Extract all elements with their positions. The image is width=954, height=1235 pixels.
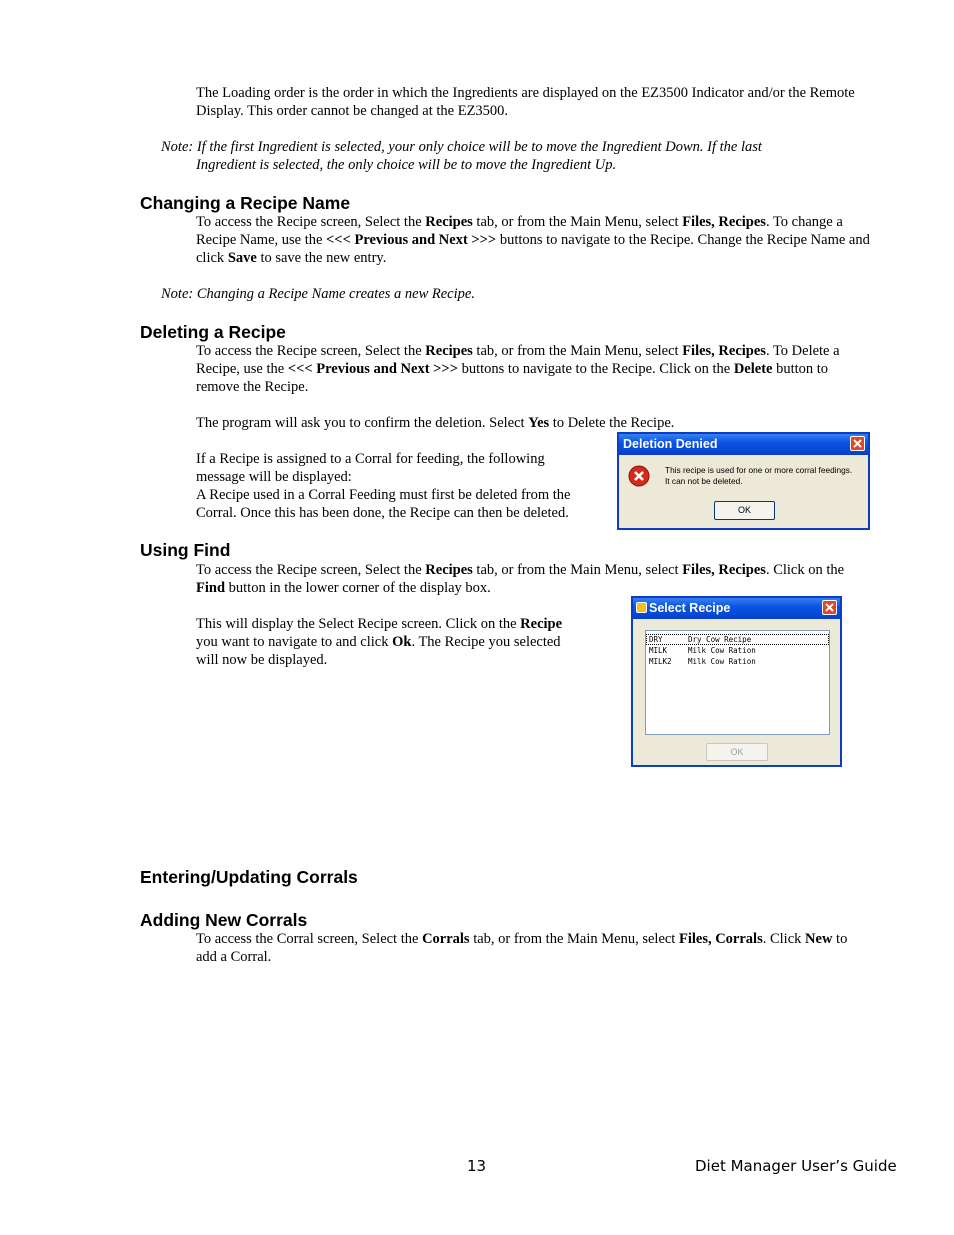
text: . To change a Recipe Name, use the: [196, 214, 843, 248]
bold-text: Files, Recipes: [682, 562, 766, 578]
bold-text: <<< Previous and Next >>>: [287, 361, 458, 377]
ok-button[interactable]: OK: [714, 501, 775, 520]
list-item[interactable]: [646, 634, 829, 645]
bold-text: Save: [227, 250, 257, 266]
text: tab, or from the Main Menu, select: [472, 214, 683, 230]
bold-text: Files, Recipes: [682, 214, 766, 230]
list-item[interactable]: [646, 645, 829, 656]
error-icon: [628, 465, 650, 492]
recipe-code: MILK2: [649, 657, 672, 666]
text: To access the Recipe screen, Select the: [196, 343, 426, 359]
heading-adding-new-corrals: Adding New Corrals: [140, 910, 308, 930]
bold-text: <<< Previous and Next >>>: [326, 232, 497, 248]
bold-text: Yes: [528, 415, 550, 431]
app-icon: [636, 602, 647, 613]
recipe-name: Dry Cow Recipe: [688, 635, 752, 644]
heading-changing-recipe-name: Changing a Recipe Name: [140, 193, 351, 213]
text: . Click on the: [765, 562, 845, 578]
bold-text: Files, Corrals: [678, 931, 763, 947]
page-number: 13: [467, 1157, 487, 1175]
text: button to remove the Recipe.: [196, 361, 829, 395]
find-select-paragraph: [196, 615, 571, 669]
text: tab, or from the Main Menu, select: [469, 931, 679, 947]
text: to Delete the Recipe.: [549, 415, 675, 431]
deleting-corral-paragraph: A Recipe used in a Corral Feeding must first be deleted from the Corral. Once this has been done, the Recipe can then be deleted.: [196, 487, 571, 521]
text: to add a Corral.: [196, 931, 848, 965]
heading-deleting-recipe: Deleting a Recipe: [140, 322, 286, 342]
bold-text: Files, Recipes: [682, 343, 766, 359]
text: . Click: [762, 931, 806, 947]
bold-text: Recipes: [425, 214, 473, 230]
find-paragraph: [196, 561, 866, 597]
corrals-paragraph: [196, 930, 866, 966]
text: buttons to navigate to the Recipe. Change the Recipe Name and click: [196, 232, 870, 266]
recipe-code: MILK: [649, 646, 668, 655]
text: . To Delete a Recipe, use the: [196, 343, 840, 377]
intro-note: [161, 138, 861, 174]
text: tab, or from the Main Menu, select: [472, 562, 683, 578]
bold-text: Ok: [392, 634, 412, 650]
intro-note-line2: Ingredient is selected, the only choice will be to move the Ingredient Up.: [196, 157, 617, 173]
heading-entering-updating-corrals: Entering/Updating Corrals: [140, 867, 358, 887]
recipe-name: Milk Cow Ration: [688, 646, 756, 655]
text: buttons to navigate to the Recipe. Click on the: [457, 361, 734, 377]
intro-paragraph: The Loading order is the order in which the Ingredients are displayed on the EZ3500 Indicator and/or the Remote Display. This order cannot be changed at the EZ3500.: [196, 85, 855, 119]
recipe-listbox[interactable]: [645, 630, 830, 735]
changing-note: Note: Changing a Recipe Name creates a new Recipe.: [161, 286, 475, 302]
deleting-assigned-paragraph: If a Recipe is assigned to a Corral for feeding, the following message will be displayed:: [196, 451, 545, 485]
text: to save the new entry.: [256, 250, 387, 266]
dialog-message: [665, 465, 852, 487]
message-line: This recipe is used for one or more corral feedings.: [665, 465, 853, 475]
ok-button[interactable]: OK: [706, 743, 768, 761]
bold-text: Recipe: [520, 616, 563, 632]
bold-text: New: [805, 931, 833, 947]
text: This will display the Select Recipe screen. Click on the: [196, 616, 521, 632]
text: The program will ask you to confirm the deletion. Select: [196, 415, 529, 431]
message-line: It can not be deleted.: [665, 476, 743, 486]
text: To access the Recipe screen, Select the: [196, 214, 426, 230]
dialog-titlebar: [619, 434, 868, 455]
text: . The Recipe you selected will now be displayed.: [196, 634, 561, 668]
close-icon[interactable]: [850, 436, 865, 451]
bold-text: Recipes: [425, 562, 473, 578]
recipe-code: DRY: [649, 635, 663, 644]
text: you want to navigate to and click: [196, 634, 393, 650]
dialog-title: Deletion Denied: [623, 437, 718, 451]
bold-text: Recipes: [425, 343, 473, 359]
dialog-titlebar: [633, 598, 840, 619]
bold-text: Find: [196, 580, 226, 596]
deletion-denied-dialog: [617, 432, 870, 530]
list-item[interactable]: [646, 656, 829, 667]
recipe-name: Milk Cow Ration: [688, 657, 756, 666]
dialog-title: Select Recipe: [649, 601, 731, 615]
text: To access the Corral screen, Select the: [196, 931, 423, 947]
bold-text: Corrals: [422, 931, 470, 947]
text: tab, or from the Main Menu, select: [472, 343, 683, 359]
close-icon[interactable]: [822, 600, 837, 615]
guide-title: Diet Manager User’s Guide: [695, 1157, 897, 1175]
text: To access the Recipe screen, Select the: [196, 562, 426, 578]
intro-note-line1: Note: If the first Ingredient is selected, your only choice will be to move the Ingredient Down. If the last: [161, 139, 762, 155]
changing-paragraph: [196, 213, 872, 267]
deleting-confirm-paragraph: [196, 414, 796, 432]
deleting-paragraph: [196, 342, 856, 396]
text: button in the lower corner of the display box.: [225, 580, 491, 596]
heading-using-find: Using Find: [140, 540, 231, 560]
select-recipe-dialog: [631, 596, 842, 767]
bold-text: Delete: [733, 361, 773, 377]
